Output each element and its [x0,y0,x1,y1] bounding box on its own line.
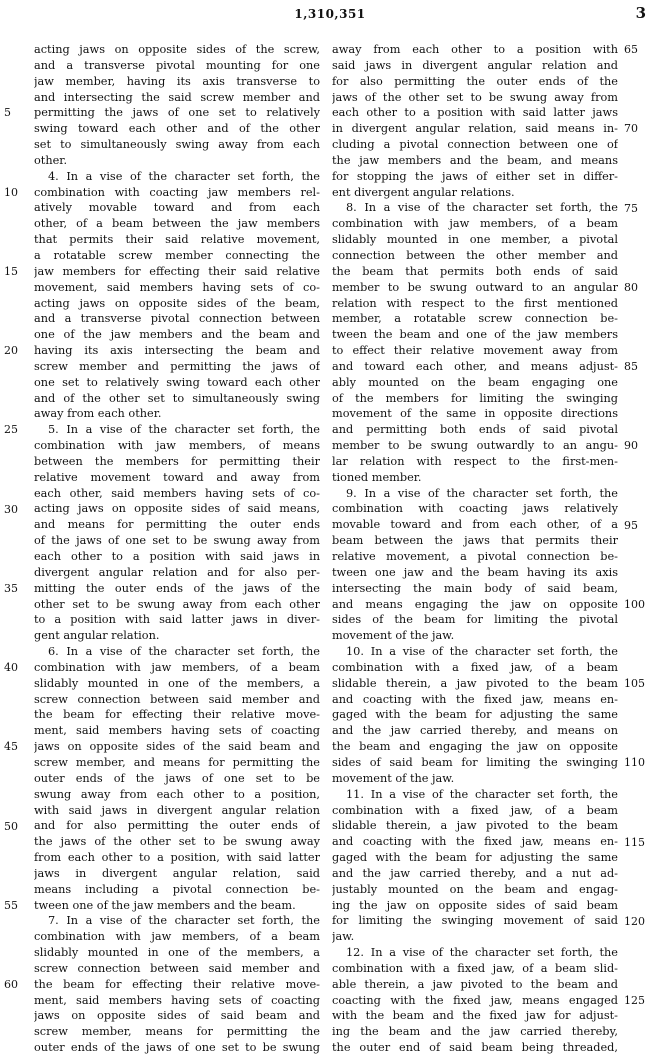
line-number: 65 [624,43,638,56]
text-line: member, a rotatable screw connection be- [332,312,618,326]
text-line: the outer end of said beam being threaded, [332,1041,618,1055]
text-line: and a transverse pivotal mounting for one [34,58,320,72]
text-line: gaged with the beam for adjusting the same [332,851,618,865]
text-line: 8. In a vise of the character set forth, the [346,201,618,215]
text-line: combination with jaw members, of a beam [34,660,320,674]
left-text-column [34,42,320,1056]
text-line: slidable therein, a jaw pivoted to the beam [332,676,618,690]
text-line: atively movable toward and from each [34,201,320,215]
text-line: jaws of the other set to be swung away from [332,90,618,104]
line-number: 15 [4,264,18,278]
text-line: movement of the same in opposite directions [332,407,618,421]
text-line: cluding a pivotal connection between one of [332,138,618,152]
text-line: connection between the other member and [332,248,618,262]
line-number: 45 [4,740,18,754]
text-line: other, of a beam between the jaw members [34,217,320,231]
text-line: the jaws of the other set to be swung away [34,835,320,849]
text-line: relative movement, a pivotal connection be- [332,550,618,563]
text-line: one set to relatively swing toward each other [34,375,320,389]
text-line: 7. In a vise of the character set forth, the [48,914,320,928]
line-number: 75 [624,201,638,215]
text-line: coacting with the fixed jaw, means engaged [332,993,618,1007]
line-number: 55 [4,898,18,912]
text-line: 12. In a vise of the character set forth, the [346,946,618,960]
text-line: tween the beam and one of the jaw members [332,328,618,342]
text-line: and permitting both ends of said pivotal [332,423,618,437]
text-line: acting jaws on opposite sides of said means, [34,502,320,516]
text-line: sides of said beam for limiting the swinging [332,755,618,769]
line-number: 110 [624,756,645,770]
text-line: between the members for permitting their [34,454,320,468]
text-line: to effect their relative movement away from [332,344,618,358]
text-line: and of the other set to simultaneously swing [34,391,320,405]
text-line: and the jaw carried thereby, and means on [332,724,618,738]
text-line: tioned member. [332,470,422,484]
text-line: slidably mounted in one of the members, a [34,946,320,960]
text-line: jaws in divergent angular relation, said [34,866,320,880]
text-line: tween one jaw and the beam having its axis [332,565,618,579]
text-line: and toward each other, and means adjust- [332,359,618,373]
line-number: 35 [4,581,18,595]
text-line: and a transverse pivotal connection between [34,312,320,326]
text-line: set to simultaneously swing away from each [34,138,320,152]
text-line: ment, said members having sets of coacting [34,993,320,1007]
text-line: jaw. [332,930,355,944]
line-number: 125 [624,994,645,1007]
text-line: other. [34,153,68,167]
text-line: the jaw members and the beam, and means [332,153,618,167]
text-line: beam between the jaws that permits their [332,534,618,548]
line-number: 115 [624,835,645,849]
text-line: able therein, a jaw pivoted to the beam and [332,977,618,991]
text-line: each other to a position with said jaws in [34,550,320,563]
line-number: 105 [624,677,645,690]
text-line: tween one of the jaw members and the beam. [34,898,296,912]
text-line: acting jaws on opposite sides of the screw, [34,43,320,56]
text-line: 10. In a vise of the character set forth, the [346,645,618,659]
text-line: intersecting the main body of said beam, [332,581,618,595]
text-line: swung away from each other to a position, [34,787,320,801]
text-line: for also permitting the outer ends of the [332,74,618,88]
text-line: ably mounted on the beam engaging one [332,375,618,389]
text-line: combination with a fixed jaw, of a beam [332,660,618,674]
text-line: a rotatable screw member connecting the [34,248,320,262]
text-line: relative movement toward and away from [34,470,320,484]
text-line: screw connection between said member and [34,961,320,975]
text-line: outer ends of the jaws of one set to be swung [34,1041,320,1055]
text-line: ent divergent angular relations. [332,185,515,199]
text-line: ment, said members having sets of coacting [34,724,320,738]
text-line: the beam and engaging the jaw on opposite [332,740,618,754]
text-line: member to be swung outwardly to an angu- [332,439,618,453]
text-line: gaged with the beam for adjusting the same [332,708,618,722]
text-line: screw member and permitting the jaws of [34,359,320,373]
text-line: with the beam and the fixed jaw for adjust- [332,1009,618,1023]
text-line: from each other to a position, with said latter [34,851,320,865]
text-line: in divergent angular relation, said means in- [332,122,618,136]
text-line: movement, said members having sets of co- [34,280,320,294]
line-number: 20 [4,344,18,358]
text-line: combination with jaw members, of a beam [332,217,618,231]
line-number: 30 [4,502,18,516]
text-line: means including a pivotal connection be- [34,882,320,896]
text-line: for stopping the jaws of either set in differ- [332,169,618,183]
text-line: relation with respect to the first mentioned [332,296,618,310]
text-line: the beam that permits both ends of said [332,264,618,278]
text-line: acting jaws on opposite sides of the beam, [34,296,320,310]
text-line: having its axis intersecting the beam and [34,344,320,358]
text-line: one of the jaw members and the beam and [34,328,320,342]
text-line: movable toward and from each other, of a [332,518,618,532]
text-line: divergent angular relation and for also per- [34,565,320,579]
text-line: ing the jaw on opposite sides of said beam [332,898,618,912]
text-line: jaw member, having its axis transverse to [34,74,320,88]
text-line: other set to be swung away from each other [34,597,320,611]
line-number: 5 [4,106,11,120]
right-text-column [332,42,618,1056]
text-line: and means engaging the jaw on opposite [332,597,618,611]
text-line: combination with coacting jaw members rel- [34,185,320,199]
text-line: the beam for effecting their relative move- [34,708,320,722]
text-line: each other to a position with said latter jaws [332,106,618,120]
text-line: 6. In a vise of the character set forth, the [48,645,320,659]
text-line: away from each other to a position with [332,43,618,56]
text-line: that permits their said relative movement, [34,233,320,247]
line-number: 95 [624,518,638,532]
text-line: 9. In a vise of the character set forth, the [346,486,618,500]
line-number: 70 [624,122,638,136]
text-line: combination with jaw members, of a beam [34,930,320,944]
text-line: screw member, and means for permitting the [34,755,320,769]
line-number: 90 [624,439,638,453]
text-line: of the members for limiting the swinging [332,391,618,405]
text-line: jaw members for effecting their said relative [34,264,320,278]
text-line: lar relation with respect to the first-men- [332,454,618,468]
text-line: mitting the outer ends of the jaws of the [34,581,320,595]
text-line: and for also permitting the outer ends of [34,819,320,833]
patent-number: 1,310,351 [294,7,366,21]
line-number: 25 [4,423,18,437]
text-line: justably mounted on the beam and engag- [332,882,618,896]
text-line: permitting the jaws of one set to relatively [34,106,320,120]
text-line: 4. In a vise of the character set forth, the [48,169,320,183]
text-line: member to be swung outward to an angular [332,280,618,294]
text-line: said jaws in divergent angular relation and [332,58,618,72]
text-line: ing the beam and the jaw carried thereby, [332,1025,618,1039]
text-line: jaws on opposite sides of said beam and [34,1009,320,1023]
text-line: movement of the jaw. [332,629,455,643]
text-line: combination with a fixed jaw, of a beam slid- [332,961,618,975]
text-line: slidably mounted in one of the members, a [34,676,320,690]
text-line: gent angular relation. [34,629,160,643]
text-line: swing toward each other and of the other [34,122,320,136]
text-line: and means for permitting the outer ends [34,518,320,532]
text-line: jaws on opposite sides of the said beam and [34,740,320,754]
text-line: to a position with said latter jaws in diver- [34,613,320,627]
text-line: 5. In a vise of the character set forth, the [48,423,320,437]
line-number: 10 [4,185,18,199]
text-line: slidable therein, a jaw pivoted to the beam [332,819,618,833]
line-number: 85 [624,360,638,373]
page-number: 3 [635,4,646,22]
line-number: 40 [4,661,18,675]
line-number: 50 [4,819,18,833]
text-line: of the jaws of one set to be swung away from [34,534,320,548]
line-number: 80 [624,280,638,294]
text-line: 11. In a vise of the character set forth, the [346,787,618,801]
text-line: slidably mounted in one member, a pivotal [332,233,618,247]
text-line: movement of the jaw. [332,771,455,785]
text-line: combination with coacting jaws relatively [332,502,618,516]
line-number: 120 [624,914,645,928]
line-number: 60 [4,978,18,992]
text-line: each other, said members having sets of co- [34,486,320,500]
text-line: for limiting the swinging movement of said [332,914,618,928]
text-line: combination with a fixed jaw, of a beam [332,803,618,817]
text-line: combination with jaw members, of means [34,439,320,453]
text-line: the beam for effecting their relative move- [34,977,320,991]
text-line: and the jaw carried thereby, and a nut ad- [332,866,618,880]
text-line: and coacting with the fixed jaw, means en- [332,692,618,706]
text-line: screw connection between said member and [34,692,320,706]
text-line: and intersecting the said screw member and [34,90,320,104]
text-line: and coacting with the fixed jaw, means en- [332,835,618,849]
text-line: screw member, means for permitting the [34,1025,320,1039]
text-line: sides of the beam for limiting the pivotal [332,613,618,627]
line-number: 100 [624,597,645,611]
text-line: away from each other. [34,407,162,421]
text-line: with said jaws in divergent angular relation [34,803,320,817]
text-line: outer ends of the jaws of one set to be [34,771,320,785]
